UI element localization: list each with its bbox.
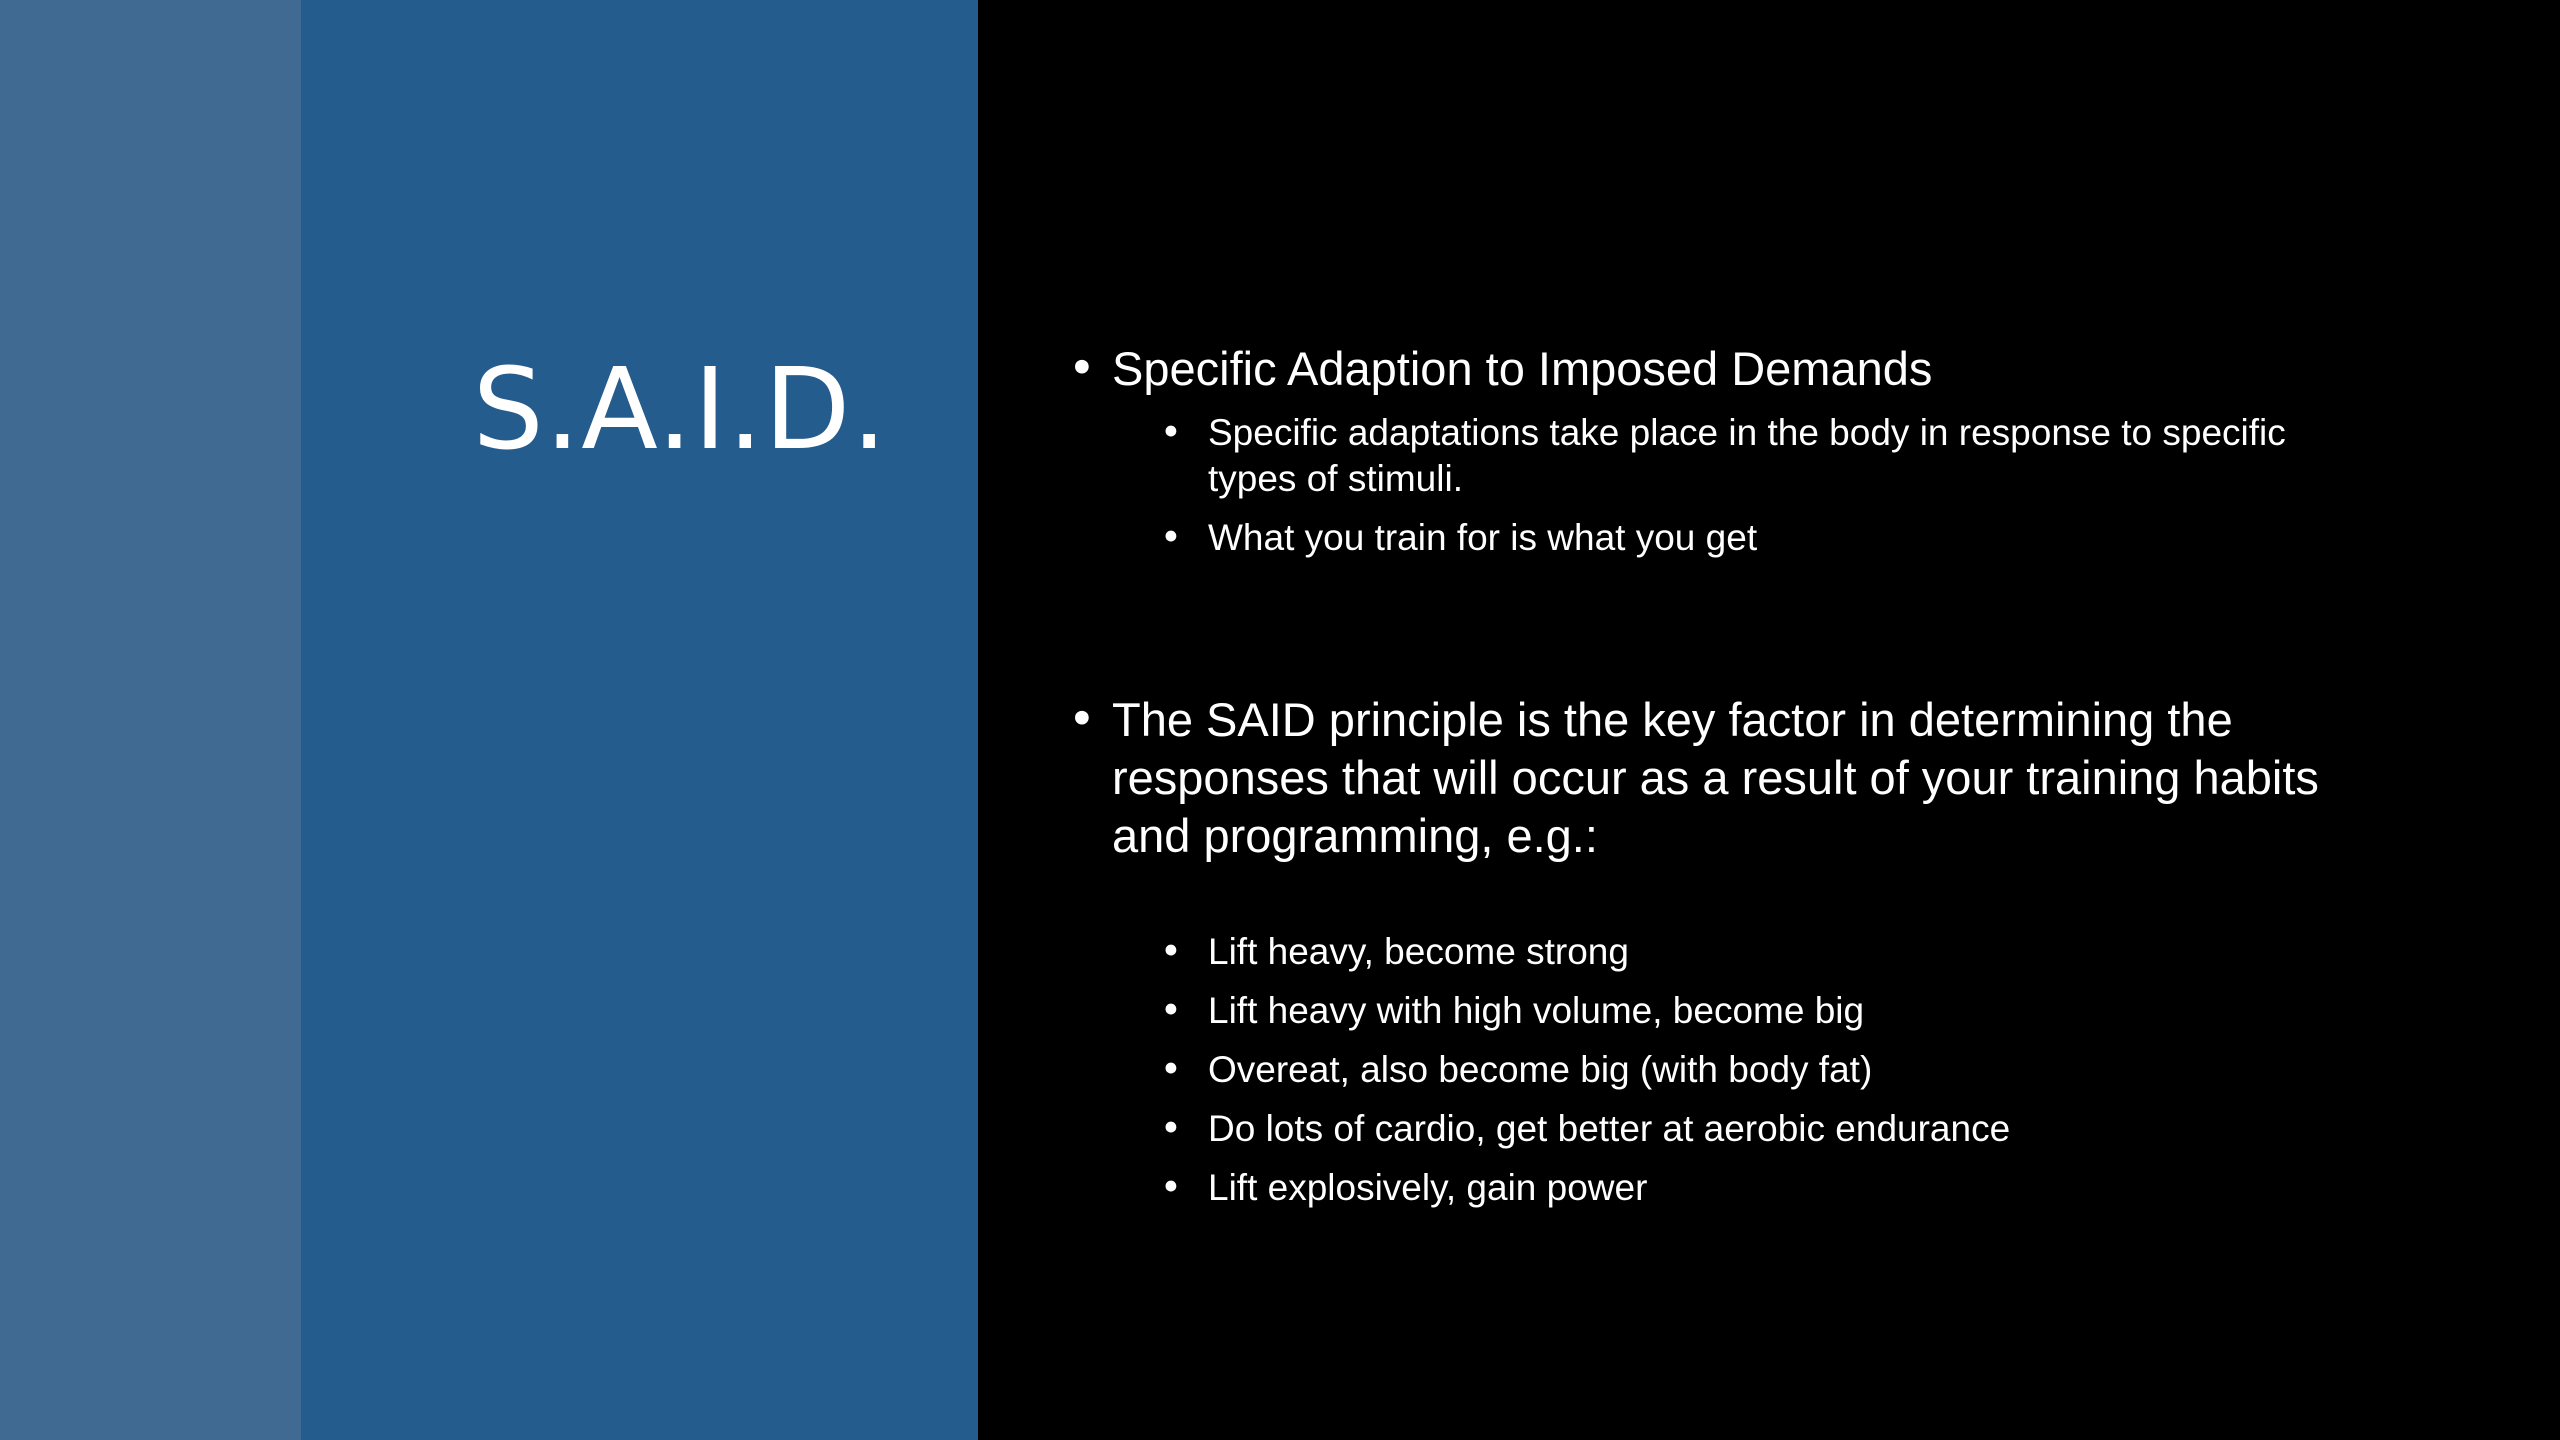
bullet-text: Do lots of cardio, get better at aerobic endurance <box>1208 1108 2011 1149</box>
bullet-list <box>1068 340 2368 1211</box>
bullet-text: What you train for is what you get <box>1208 517 1758 558</box>
bullet-text: Overeat, also become big (with body fat) <box>1208 1049 1873 1090</box>
bullet-icon: • <box>1160 989 1182 1032</box>
sub-bullet-item-cardio <box>1068 1106 2368 1152</box>
bullet-icon: • <box>1068 692 1096 747</box>
slide-title: S.A.I.D. <box>472 345 888 475</box>
bullet-text: Specific adaptations take place in the body in response to specific types of stimuli. <box>1208 412 2286 499</box>
bullet-item-said-principle <box>1068 691 2368 865</box>
bullet-icon: • <box>1160 1166 1182 1209</box>
bullet-text: The SAID principle is the key factor in determining the responses that will occur as a result of your training habits and programming, e.g.: <box>1112 693 2319 862</box>
sub-bullet-item-overeat <box>1068 1047 2368 1093</box>
sub-bullet-item-high-volume <box>1068 988 2368 1034</box>
bullet-icon: • <box>1160 1107 1182 1150</box>
bullet-text: Lift heavy, become strong <box>1208 931 1629 972</box>
title-panel <box>301 0 978 1440</box>
bullet-icon: • <box>1160 930 1182 973</box>
bullet-icon: • <box>1160 1048 1182 1091</box>
bullet-item-said-definition <box>1068 340 2368 398</box>
bullet-icon: • <box>1160 411 1182 454</box>
bullet-text: Lift heavy with high volume, become big <box>1208 990 1865 1031</box>
bullet-icon: • <box>1068 341 1096 396</box>
left-accent-stripe <box>0 0 301 1440</box>
bullet-icon: • <box>1160 516 1182 559</box>
bullet-text: Specific Adaption to Imposed Demands <box>1112 342 1933 395</box>
bullet-text: Lift explosively, gain power <box>1208 1167 1648 1208</box>
sub-bullet-item-adaptations <box>1068 410 2368 502</box>
sub-bullet-item-lift-heavy <box>1068 929 2368 975</box>
sub-bullet-item-explosive <box>1068 1165 2368 1211</box>
sub-bullet-item-train-for <box>1068 515 2368 561</box>
